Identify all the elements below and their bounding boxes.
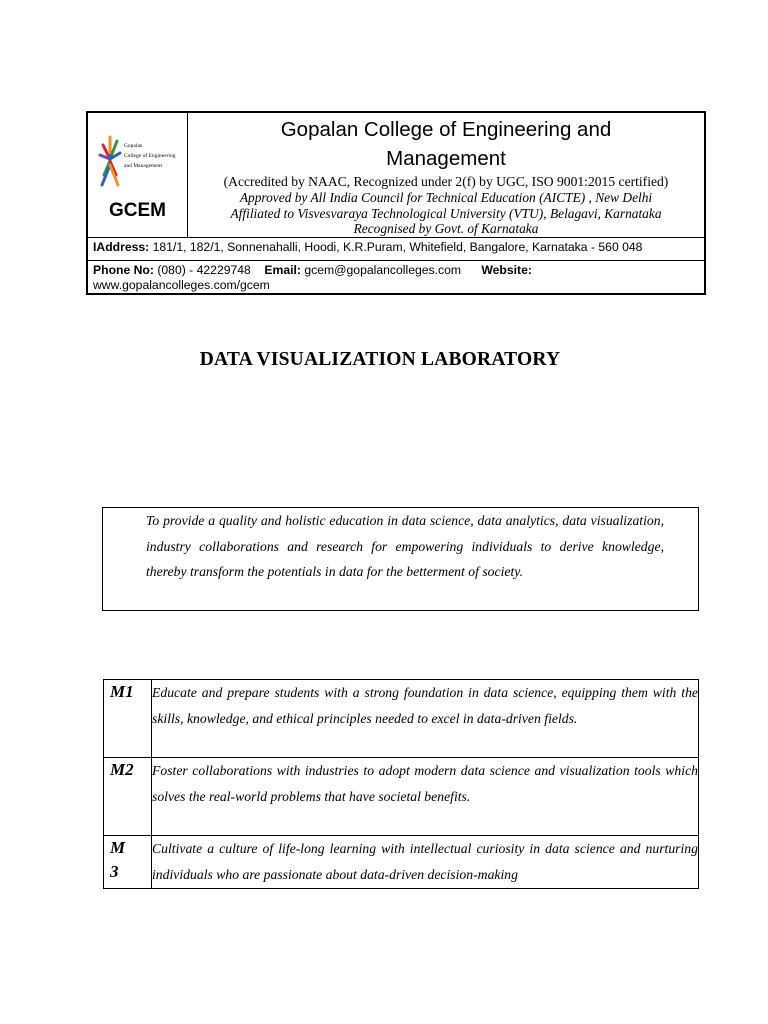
college-name-line-1: Gopalan College of Engineering and — [280, 118, 612, 141]
logo-code: GCEM — [109, 200, 166, 221]
vision-box — [102, 507, 699, 611]
address-row — [88, 237, 704, 260]
logo-text-line-3: and Management — [124, 163, 163, 169]
college-logo-cell — [88, 113, 188, 237]
website-label: Website: — [481, 263, 532, 277]
mission-code-line-1: M — [110, 838, 126, 857]
address-label: IAddress: — [93, 240, 150, 254]
mission-text: Foster collaborations with industries to adopt modern data science and visualization tools which solves the real-world problems that have societal benefits. — [152, 758, 699, 836]
approval-line-1: Approved by All India Council for Technical Education (AICTE) , New Delhi — [239, 190, 653, 205]
contact-row — [88, 260, 704, 293]
mission-table — [103, 679, 699, 889]
mission-row — [104, 836, 699, 889]
page-title: DATA VISUALIZATION LABORATORY — [199, 349, 561, 370]
email-label: Email: — [264, 263, 301, 277]
phone-label: Phone No: — [93, 263, 154, 277]
college-header — [86, 111, 706, 295]
email-value[interactable]: gcem@gopalancolleges.com — [300, 263, 462, 277]
accreditation-text: (Accredited by NAAC, Recognized under 2(f) by UGC, ISO 9001:2015 certified) — [223, 174, 669, 189]
phone-value: (080) - 42229748 — [153, 263, 251, 277]
mission-code: M2 — [104, 758, 152, 836]
logo-text-line-2: College of Engineering — [124, 153, 176, 159]
address-value: 181/1, 182/1, Sonnenahalli, Hoodi, K.R.Puram, Whitefield, Bangalore, Karnataka - 560 048 — [149, 240, 643, 254]
college-name-line-2: Management — [386, 147, 506, 170]
mission-row — [104, 758, 699, 836]
approval-line-3: Recognised by Govt. of Karnataka — [353, 221, 539, 236]
logo-text-line-1: Gopalan — [124, 143, 143, 149]
vision-text: To provide a quality and holistic education in data science, data analytics, data visualization, industry collaborations and research for empowering individuals to derive knowledge, thereby transform the potentials in data for the betterment of society. — [146, 513, 664, 580]
mission-code-line-2: 3 — [110, 862, 119, 881]
college-name — [188, 115, 704, 173]
mission-text: Educate and prepare students with a strong foundation in data science, equipping them with the skills, knowledge, and ethical principles needed to excel in data-driven fields. — [152, 680, 699, 758]
website-value[interactable]: www.gopalancolleges.com/gcem — [93, 278, 270, 292]
mission-code: M1 — [104, 680, 152, 758]
mission-row — [104, 680, 699, 758]
mission-text: Cultivate a culture of life-long learning with intellectual curiosity in data science and nurturing individuals who are passionate about data-driven decision-making — [152, 836, 699, 889]
mission-code — [104, 836, 152, 889]
college-info — [188, 113, 704, 237]
approval-line-2: Affiliated to Visvesvaraya Technological University (VTU), Belagavi, Karnataka — [230, 205, 662, 221]
